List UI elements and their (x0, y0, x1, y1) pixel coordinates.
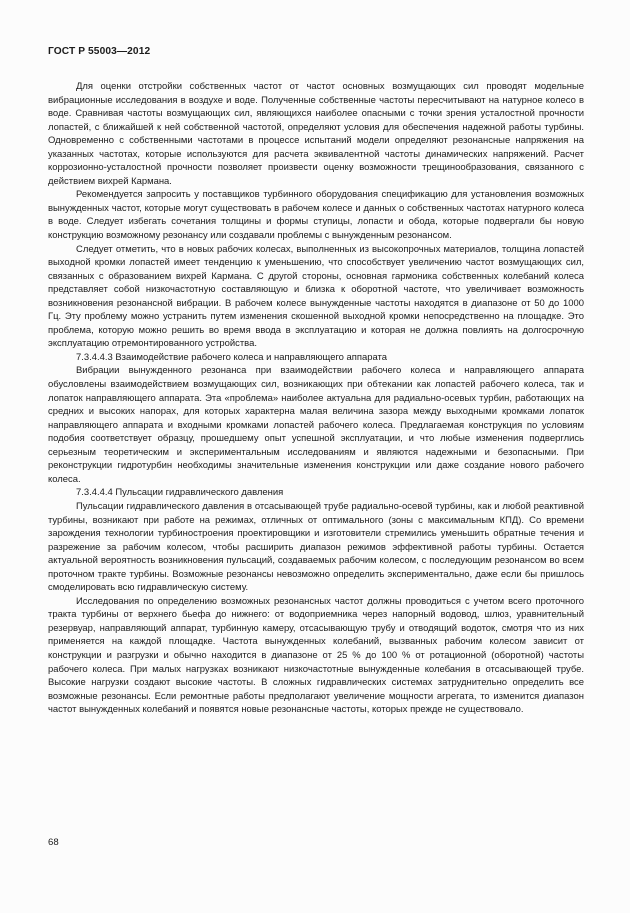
section-heading-pressure-pulsations: 7.3.4.4.4 Пульсации гидравлического давления (76, 487, 284, 499)
paragraph-pressure-pulsations: Пульсации гидравлического давления в отсасывающей трубе радиально-осевой турбины, как и любой реактивной турбины, возникают при работе на режимах, отличных от оптимального (зоны с максимальным КПД). Со времени зарождения технологии турбиностроения проектировщики и изготовители стремились уменьшить обратные течения и разрежение за рабочим колесом, чтобы расширить диапазон режимов эффективной работы турбины. Остается актуальной вероятность возникновения пульсаций, создаваемых рабочим колесом, с последующим резонансом во всем проточном тракте турбины. Возможные резонансы невозможно определить экспериментально, даже если бы пришлось смоделировать всю гидравлическую систему. (48, 500, 584, 594)
paragraph-supplier-specification: Рекомендуется запросить у поставщиков турбинного оборудования спецификацию для установления возможных вынужденных частот, которые могут существовать в рабочем колесе и данных о собственных частотах натурного колеса в воде. Следует избегать сочетания толщины и формы ступицы, лопасти и обода, которые подвергали бы новую конструкцию возможному резонансу или создавали проблемы с вынужденным резонансом. (48, 189, 584, 242)
section-heading-runner-guide-vane: 7.3.4.4.3 Взаимодействие рабочего колеса и направляющего аппарата (76, 351, 388, 363)
paragraph-runner-guide-vane-interaction: Вибрации вынужденного резонанса при взаимодействии рабочего колеса и направляющего аппарата обусловлены взаимодействием возмущающих сил, возникающих при обтекании как лопастей рабочего колеса, так и лопаток направляющего аппарата. Эта «проблема» наиболее актуальна для радиально-осевых турбин, работающих на средних и высоких напорах, для которых характерна малая величина зазора между выходными кромками лопаток направляющего аппарата и входными кромками лопастей рабочего колеса. Предлагаемая конструкция по условиям подобия соответствует образцу, прошедшему опыт успешной эксплуатации, и что любые изменения подверглись серьезным теоретическим и экспериментальным исследованиям и являются надежными и безопасными. При реконструкции гидротурбин необходимы значительные изменения конструкции или даже создание нового рабочего колеса. (48, 365, 584, 485)
paragraph-karman-vortices: Следует отметить, что в новых рабочих колесах, выполненных из высокопрочных материалов, толщина лопастей выходной кромки лопастей имеет тенденцию к уменьшению, что способствует увеличению частот возмущающих сил, связанных с образованием вихрей Кармана. С другой стороны, основная гармоника собственных колебаний колеса представляет собой низкочастотную составляющую и близка к оборотной частоте, что увеличивает возможность возникновения резонансной вибрации. В рабочем колесе вынужденные частоты находятся в диапазоне от 50 до 1000 Гц. Эту проблему можно устранить путем изменения скошенной выходной кромки непосредственно на площадке. Это проблема, которую можно решить во время ввода в эксплуатацию и которая не должна повлиять на долгосрочную эксплуатацию отремонтированного устройства. (48, 243, 584, 350)
paragraph-frequency-tuning: Для оценки отстройки собственных частот от частот основных возмущающих сил проводят модельные вибрационные исследования в воздухе и воде. Полученные собственные частоты пересчитывают на натурное колесо в воде. Сравнивая частоты возмущающих сил, являющихся наиболее опасными с точки зрения усталостной прочности лопастей, с ближайшей к ней собственной частотой, определяют условия для обеспечения надежной работы турбины. Одновременно с собственными частотами в процессе испытаний модели определяют резонансные напряжения на указанных частотах, которые используются для расчета эквивалентной частоты динамических напряжений. Расчет коррозионно-усталостной прочности позволяет произвести оценку возможности трещинообразования, связанного с действием вихрей Кармана. (48, 81, 584, 187)
standard-header: ГОСТ Р 55003—2012 (48, 46, 151, 57)
paragraph-resonance-studies: Исследования по определению возможных резонансных частот должны проводиться с учетом всего проточного тракта турбины от верхнего бьефа до нижнего: от водоприемника через напорный водовод, шлюз, уравнительный резервуар, направляющий аппарат, турбинную камеру, отсасывающую трубу и отводящий водоток, смотря что из них применяется на каждой площадке. Частота вынужденных колебаний, вызванных рабочим колесом зависит от конструкции и разгрузки и обычно находится в диапазоне от 25 % до 100 % от ротационной (оборотной) частоты рабочего колеса. При малых нагрузках возникают низкочастотные вынужденные колебания в отсасывающей трубе. Высокие нагрузки создают высокие частоты. В сложных гидравлических системах затруднительно определить все возможные резонансы. Если ремонтные работы предполагают увеличение мощности агрегата, то изменится диапазон частот вынужденных колебаний и появятся новые резонансные частоты, которых прежде не существовало. (48, 595, 584, 716)
document-body (48, 80, 584, 717)
page-number: 68 (48, 837, 59, 848)
